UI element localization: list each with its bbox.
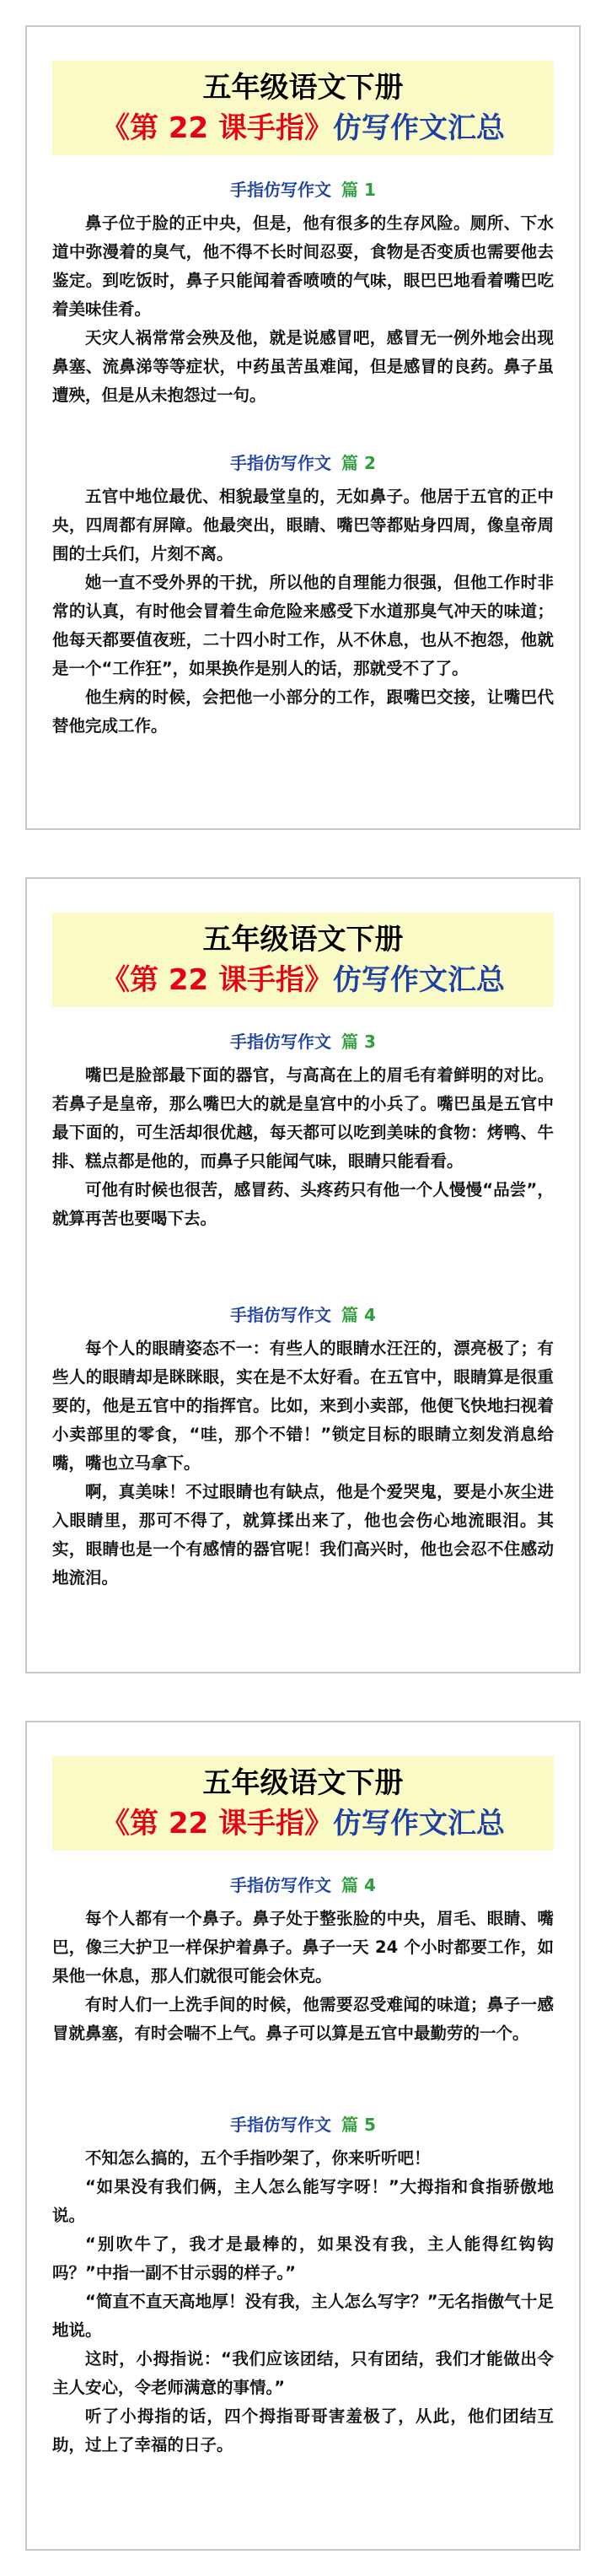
paragraph: 每个人都有一个鼻子。鼻子处于整张脸的中央，眉毛、眼睛、嘴巴，像三大护卫一样保护着鼻子。鼻子一天 24 个小时都要工作，如果他一休息，那人们就很可能会休克。 — [52, 1909, 554, 1986]
lesson-name: 《第 22 课手指》 — [101, 963, 333, 997]
title-banner — [52, 1756, 554, 1851]
essay-number: 篇 4 — [341, 1305, 376, 1325]
essay-label: 手指仿写作文 — [230, 2115, 332, 2135]
essay-section — [52, 1301, 554, 1592]
article-card-3 — [25, 1721, 581, 2551]
paragraph: 鼻子位于脸的正中央，但是，他有很多的生存风险。厕所、下水道中弥漫着的臭气，他不得不长时间忍耍，食物是否变质也需要他去鉴定。到吃饭时，鼻子只能闻着香喷喷的气味，眼巴巴地看着嘴巴吃着美味佳肴。 — [52, 213, 554, 319]
essay-section — [52, 1871, 554, 2048]
paragraph: 可他有时候也很苦，感冒药、头疼药只有他一个人慢慢“品尝”，就算再苦也要喝下去。 — [52, 1180, 554, 1228]
paragraph: 有时人们一上洗手间的时候，他需要忍受难闻的味道；鼻子一感冒就鼻塞，有时会喘不上气。鼻子可以算是五官中最勤劳的一个。 — [52, 1995, 554, 2043]
essay-number: 篇 4 — [341, 1875, 376, 1895]
collection-name: 仿写作文汇总 — [333, 1807, 505, 1840]
banner-subtitle — [52, 962, 554, 999]
lesson-name: 《第 22 课手指》 — [101, 111, 333, 145]
essay-section — [52, 1027, 554, 1233]
banner-title: 五年级语文下册 — [202, 71, 404, 105]
paragraph: 听了小拇指的话，四个拇指哥哥害羞极了，从此，他们团结互助，过上了幸福的日子。 — [52, 2406, 554, 2455]
article-card-2 — [25, 877, 581, 1673]
essay-section — [52, 175, 554, 410]
paragraph: 这时，小拇指说：“我们应该团结，只有团结，我们才能做出令主人安心，令老师满意的事情。” — [52, 2349, 554, 2397]
banner-subtitle — [52, 110, 554, 147]
lesson-name: 《第 22 课手指》 — [101, 1807, 333, 1840]
title-banner — [52, 61, 554, 155]
essay-number: 篇 5 — [341, 2115, 376, 2135]
title-banner — [52, 913, 554, 1007]
paragraph: “简直不直天高地厚！没有我，主人怎么写字？”无名指傲气十足地说。 — [52, 2292, 554, 2340]
collection-name: 仿写作文汇总 — [333, 111, 505, 145]
essay-heading — [52, 175, 554, 204]
banner-subtitle — [52, 1805, 554, 1842]
essay-label: 手指仿写作文 — [230, 1032, 332, 1052]
essay-number: 篇 3 — [341, 1032, 376, 1052]
banner-title: 五年级语文下册 — [202, 1766, 404, 1800]
paragraph: “如果没有我们俩，主人怎么能写字呀！”大拇指和食指骄傲地说。 — [52, 2177, 554, 2225]
paragraph: 每个人的眼睛姿态不一：有些人的眼睛水汪汪的，漂亮极了；有些人的眼睛却是眯眯眼，实在是不太好看。在五官中，眼睛算是很重要的，他是五官中的指挥官。比如，来到小卖部，他便飞快地扫视着小卖部里的零食，“哇，那个不错！”锁定目标的眼睛立刻发消息给嘴，嘴也立马拿下。 — [52, 1339, 554, 1473]
paragraph: 天灾人祸常常会殃及他，就是说感冒吧，感冒无一例外地会出现鼻塞、流鼻涕等等症状，中药虽苦虽难闻，但是感冒的良药。鼻子虽遭殃，但是从未抱怨过一句。 — [52, 328, 554, 405]
essay-section — [52, 2110, 554, 2460]
paragraph: “别吹牛了，我才是最棒的，如果没有我，主人能得红钩钩吗？”中指一副不甘示弱的样子。” — [52, 2234, 554, 2282]
essay-heading — [52, 1301, 554, 1329]
essay-heading — [52, 1871, 554, 1900]
essay-heading — [52, 449, 554, 477]
essay-number: 篇 2 — [341, 453, 376, 473]
essay-number: 篇 1 — [341, 180, 376, 200]
essay-heading — [52, 2110, 554, 2139]
essay-section — [52, 449, 554, 741]
essay-label: 手指仿写作文 — [230, 1305, 332, 1325]
paragraph: 她一直不受外界的干扰，所以他的自理能力很强，但他工作时非常的认真，有时他会冒着生命危险来感受下水道那臭气冲天的味道；他每天都要值夜班，二十四小时工作，从不休息，也从不抱怨，他就是一个“工作狂”，如果换作是别人的话，那就受不了了。 — [52, 573, 554, 678]
essay-label: 手指仿写作文 — [230, 453, 332, 473]
paragraph: 不知怎么搞的，五个手指吵架了，你来听听吧！ — [85, 2148, 431, 2168]
essay-heading — [52, 1027, 554, 1056]
paragraph: 嘴巴是脸部最下面的器官，与高高在上的眉毛有着鲜明的对比。若鼻子是皇帝，那么嘴巴大的就是皇宫中的小兵了。嘴巴虽是五官中最下面的，可生活却很优越，每天都可以吃到美味的食物：烤鸭、牛排、糕点都是他的，而鼻子只能闻气味，眼睛只能看看。 — [52, 1065, 554, 1171]
paragraph: 啊，真美味！不过眼睛也有缺点，他是个爱哭鬼，要是小灰尘进入眼睛里，那可不得了，就算揉出来了，他也会伤心地流眼泪。其实，眼睛也是一个有感情的器官呢！我们高兴时，他也会忍不住感动地流泪。 — [52, 1482, 554, 1587]
collection-name: 仿写作文汇总 — [333, 963, 505, 997]
article-card-1 — [25, 25, 581, 830]
essay-label: 手指仿写作文 — [230, 1875, 332, 1895]
essay-label: 手指仿写作文 — [230, 180, 332, 200]
paragraph: 五官中地位最优、相貌最堂皇的，无如鼻子。他居于五官的正中央，四周都有屏障。他最突出，眼睛、嘴巴等都贴身四周，像皇帝周围的士兵们，片刻不离。 — [52, 487, 554, 563]
banner-title: 五年级语文下册 — [202, 923, 404, 957]
paragraph: 他生病的时候，会把他一小部分的工作，跟嘴巴交接，让嘴巴代替他完成工作。 — [52, 687, 554, 736]
